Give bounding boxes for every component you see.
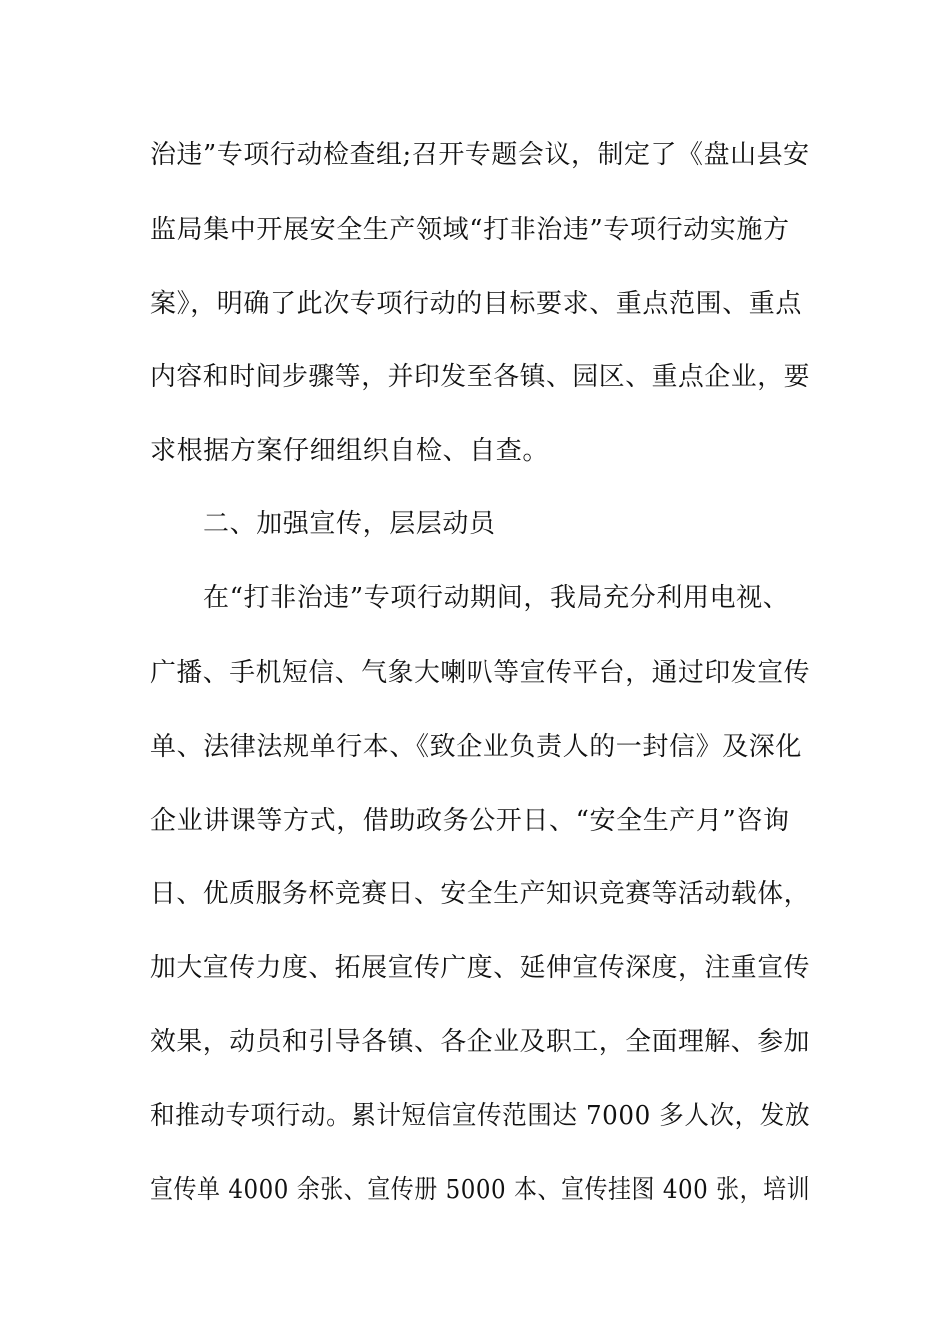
paragraph-line-14: 和推动专项行动。累计短信宣传范围达 7000 多人次，发放 — [150, 1101, 811, 1131]
paragraph-line-10: 企业讲课等方式，借助政务公开日、“安全生产月”咨询 — [150, 806, 790, 836]
paragraph-line-1: 治违”专项行动检查组;召开专题会议，制定了《盘山县安 — [150, 140, 810, 170]
paragraph-line-12: 加大宣传力度、拓展宣传广度、延伸宣传深度，注重宣传 — [150, 953, 811, 983]
paragraph-line-11: 日、优质服务杯竞赛日、安全生产知识竞赛等活动载体， — [150, 879, 811, 909]
paragraph-line-7: 在“打非治违”专项行动期间，我局充分利用电视、 — [203, 583, 790, 613]
paragraph-line-2: 监局集中开展安全生产领域“打非治违”专项行动实施方 — [150, 215, 790, 245]
paragraph-line-3: 案》，明确了此次专项行动的目标要求、重点范围、重点 — [150, 289, 803, 319]
paragraph-line-15: 宣传单 4000 余张、宣传册 5000 本、宣传挂图 400 张，培训 — [150, 1175, 811, 1205]
section-heading: 二、加强宣传，层层动员 — [203, 509, 496, 539]
paragraph-line-4: 内容和时间步骤等，并印发至各镇、园区、重点企业，要 — [150, 362, 811, 392]
paragraph-line-8: 广播、手机短信、气象大喇叭等宣传平台，通过印发宣传 — [150, 658, 811, 688]
paragraph-line-9: 单、法律法规单行本、《致企业负责人的一封信》及深化 — [150, 732, 803, 762]
paragraph-line-13: 效果，动员和引导各镇、各企业及职工，全面理解、参加 — [150, 1027, 811, 1057]
paragraph-line-5: 求根据方案仔细组织自检、自查。 — [150, 436, 550, 466]
